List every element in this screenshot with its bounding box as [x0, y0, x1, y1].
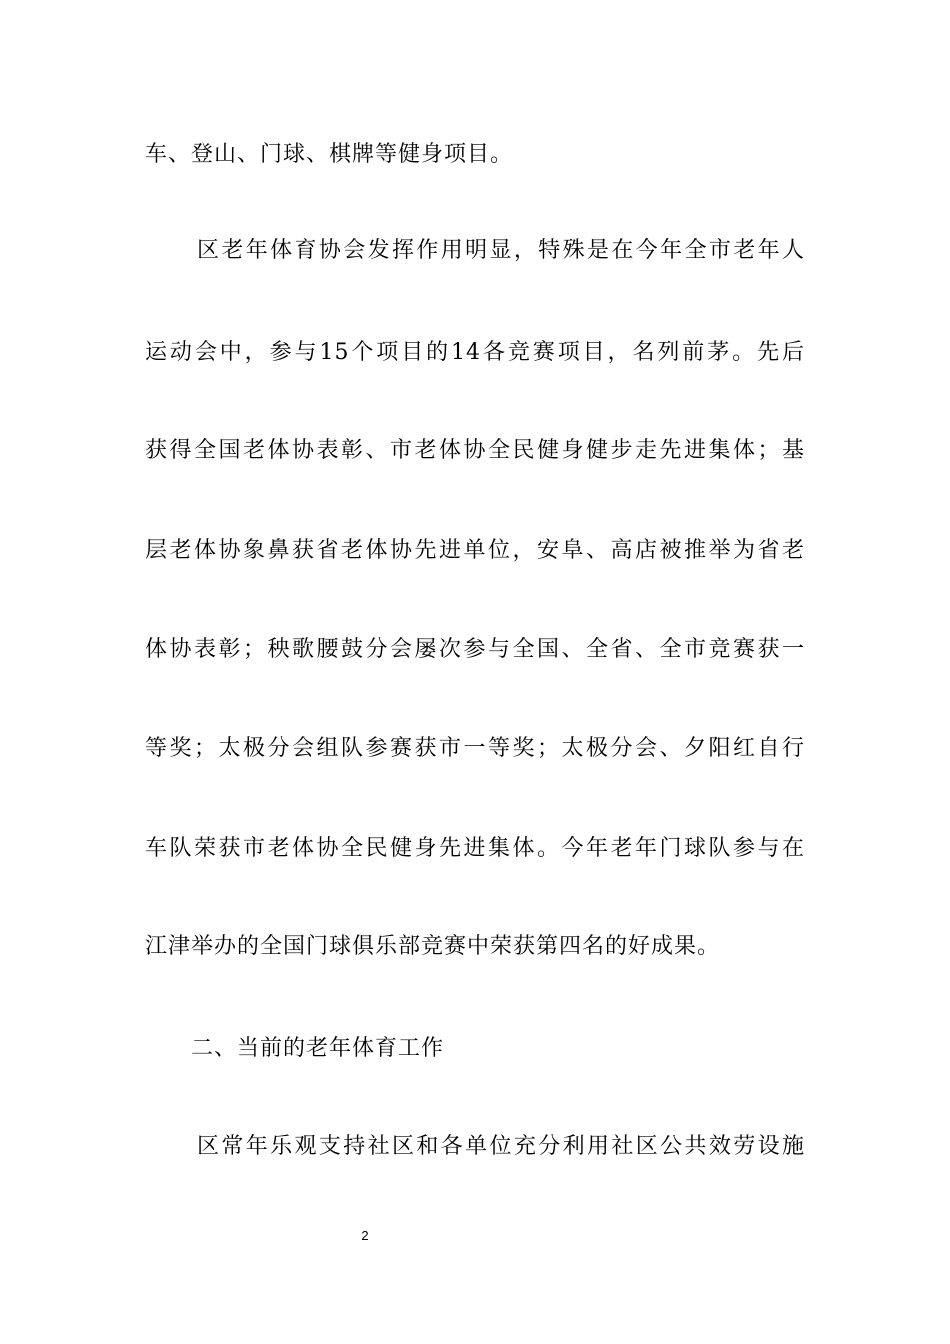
- paragraph-line-4: 获得全国老体协表彰、市老体协全民健身健步走先进集体；基: [145, 438, 805, 463]
- paragraph-line-7: 等奖；太极分会组队参赛获市一等奖；太极分会、夕阳红自行: [145, 736, 805, 761]
- paragraph-line-10: 区常年乐观支持社区和各单位充分利用社区公共效劳设施: [197, 1134, 805, 1159]
- paragraph-line-2: 区老年体育协会发挥作用明显，特殊是在今年全市老年人: [197, 238, 805, 263]
- paragraph-line-3: 运动会中，参与15个项目的14各竞赛项目，名列前茅。先后: [145, 340, 805, 365]
- page-number: 2: [361, 1228, 369, 1243]
- paragraph-line-8: 车队荣获市老体协全民健身先进集体。今年老年门球队参与在: [145, 836, 805, 861]
- section-heading: 二、当前的老年体育工作: [191, 1036, 445, 1061]
- paragraph-line-1: 车、登山、门球、棋牌等健身项目。: [145, 142, 514, 167]
- paragraph-line-6: 体协表彰；秧歌腰鼓分会屡次参与全国、全省、全市竞赛获一: [145, 637, 805, 662]
- paragraph-line-9: 江津举办的全国门球俱乐部竞赛中荣获第四名的好成果。: [145, 934, 721, 959]
- paragraph-line-5: 层老体协象鼻获省老体协先进单位，安阜、高店被推举为省老: [145, 538, 805, 563]
